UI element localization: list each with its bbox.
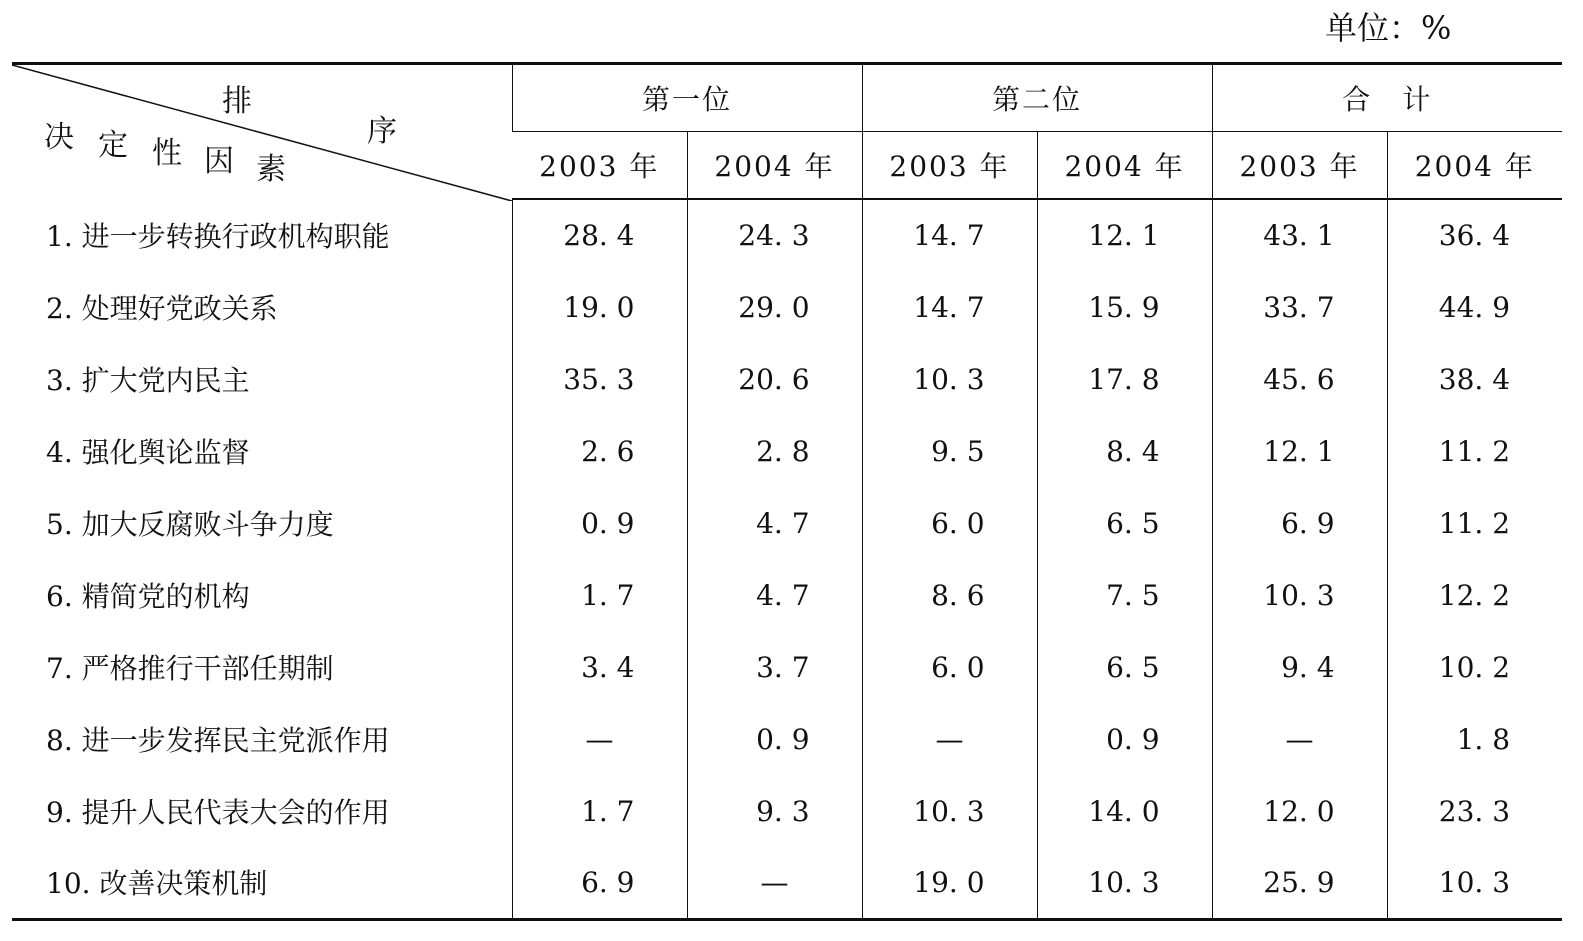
table-cell: 0. 9 [687,703,862,775]
table-cell: 11. 2 [1387,415,1562,487]
corner-diag-char: 决 [44,120,74,155]
table-cell: 4. 7 [687,487,862,559]
table-row [12,559,1562,631]
table-cell: 19. 0 [862,847,1037,919]
table-header [12,64,1562,200]
table-cell: 24. 3 [687,199,862,271]
row-label: 7. 严格推行干部任期制 [46,652,334,685]
table-cell: 14. 0 [1037,775,1212,847]
table-cell: 10. 3 [862,775,1037,847]
table-cell: 28. 4 [512,199,687,271]
table-cell: 8. 4 [1037,415,1212,487]
row-label: 6. 精简党的机构 [46,580,250,613]
table-cell: 2. 8 [687,415,862,487]
corner-top-char: 排 [222,84,252,119]
table-cell: 6. 9 [512,847,687,919]
table-cell: 12. 1 [1037,199,1212,271]
table-cell: 6. 0 [862,487,1037,559]
table-cell: 14. 7 [862,199,1037,271]
row-label: 8. 进一步发挥民主党派作用 [46,724,390,757]
data-table [12,62,1562,921]
table-cell: 10. 3 [1212,559,1387,631]
table-cell: 2. 6 [512,415,687,487]
table-cell: 0. 9 [512,487,687,559]
table-row [12,847,1562,919]
table-cell: 8. 6 [862,559,1037,631]
table-row [12,415,1562,487]
table-row [12,775,1562,847]
row-label: 9. 提升人民代表大会的作用 [46,796,390,829]
year-header: 2004 年 [687,132,862,200]
table-cell: 1. 7 [512,775,687,847]
table-cell: — [862,703,1037,775]
row-label: 4. 强化舆论监督 [46,436,250,469]
year-header: 2004 年 [1037,132,1212,200]
year-header: 2003 年 [1212,132,1387,200]
table-cell: 29. 0 [687,271,862,343]
corner-header-cell [12,64,512,200]
table-cell: 15. 9 [1037,271,1212,343]
table-cell: 19. 0 [512,271,687,343]
table-cell: — [512,703,687,775]
unit-label: 单位：% [1325,9,1452,47]
corner-diag-char: 性 [152,136,182,171]
table-row [12,631,1562,703]
table-cell: 38. 4 [1387,343,1562,415]
table-cell: 11. 2 [1387,487,1562,559]
group-header-first: 第一位 [512,64,862,132]
row-label: 10. 改善决策机制 [12,847,512,919]
table-cell: 6. 9 [1212,487,1387,559]
year-header: 2003 年 [512,132,687,200]
table-cell: 3. 7 [687,631,862,703]
table-row [12,271,1562,343]
table-row [12,703,1562,775]
row-label: 5. 加大反腐败斗争力度 [46,508,334,541]
corner-right-char: 序 [367,114,397,149]
table-row [12,487,1562,559]
table-cell: 0. 9 [1037,703,1212,775]
table-cell: 12. 1 [1212,415,1387,487]
year-header: 2004 年 [1387,132,1562,200]
table-cell: 10. 2 [1387,631,1562,703]
table-body [12,199,1562,919]
table-cell: 10. 3 [1387,847,1562,919]
table-cell: 36. 4 [1387,199,1562,271]
corner-diag-char: 素 [256,152,286,187]
row-label: 3. 扩大党内民主 [46,364,250,397]
table-cell: 6. 5 [1037,487,1212,559]
row-label: 1. 进一步转换行政机构职能 [46,220,390,253]
table-cell: 12. 2 [1387,559,1562,631]
table-cell: 3. 4 [512,631,687,703]
table-cell: 17. 8 [1037,343,1212,415]
table-cell: 33. 7 [1212,271,1387,343]
table-cell: 45. 6 [1212,343,1387,415]
table-cell: 35. 3 [512,343,687,415]
corner-diag-char: 定 [98,128,128,163]
table-cell: 6. 0 [862,631,1037,703]
table-cell: 7. 5 [1037,559,1212,631]
row-label: 2. 处理好党政关系 [46,292,278,325]
table-cell: 20. 6 [687,343,862,415]
table-cell: 12. 0 [1212,775,1387,847]
table-cell: 10. 3 [1037,847,1212,919]
table-cell: 1. 7 [512,559,687,631]
table-cell: 14. 7 [862,271,1037,343]
table-cell: 23. 3 [1387,775,1562,847]
table-cell: — [687,847,862,919]
group-header-second: 第二位 [862,64,1212,132]
table-cell: 44. 9 [1387,271,1562,343]
table-cell: 4. 7 [687,559,862,631]
year-header: 2003 年 [862,132,1037,200]
table-row [12,343,1562,415]
table-cell: 1. 8 [1387,703,1562,775]
corner-diag-char: 因 [204,144,234,179]
table-cell: 43. 1 [1212,199,1387,271]
table-cell: 25. 9 [1212,847,1387,919]
table-row [12,199,1562,271]
table-cell: 9. 4 [1212,631,1387,703]
table-cell: 9. 3 [687,775,862,847]
table-cell: 6. 5 [1037,631,1212,703]
table-cell: 9. 5 [862,415,1037,487]
table-cell: — [1212,703,1387,775]
table-cell: 10. 3 [862,343,1037,415]
group-header-total: 合 计 [1212,64,1562,132]
